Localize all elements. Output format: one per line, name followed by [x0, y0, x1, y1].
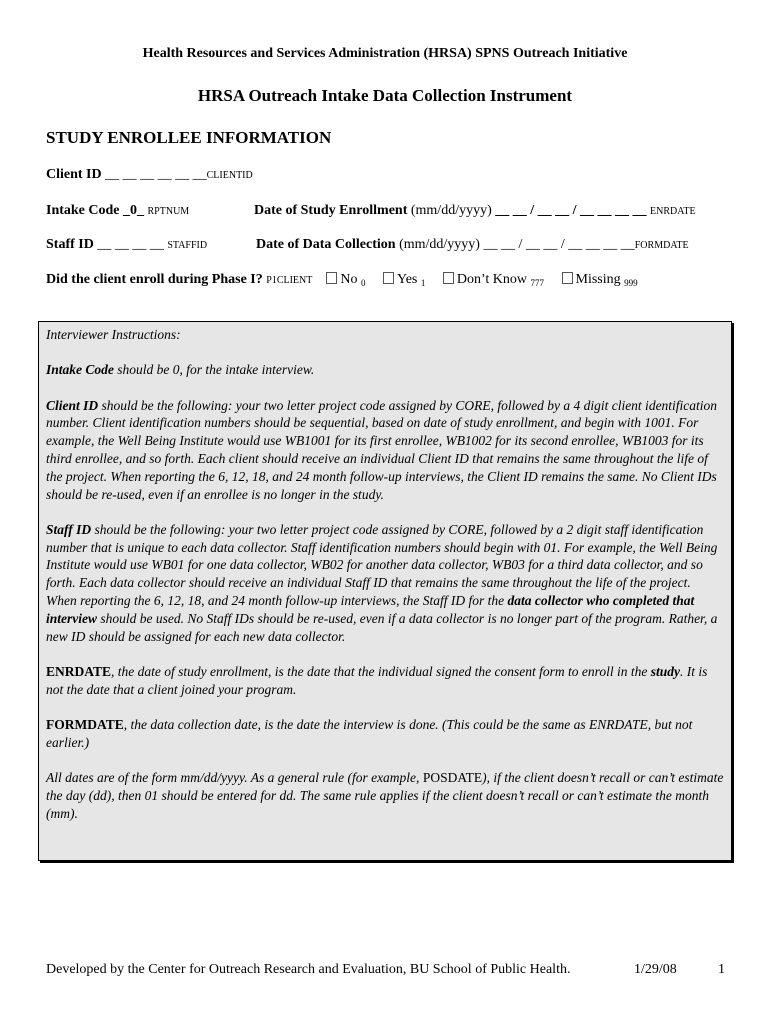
intake-code-value[interactable]: _0_ — [123, 203, 145, 218]
phase-question-row — [46, 272, 638, 288]
checkbox-icon[interactable] — [383, 272, 394, 284]
enroll-date-var: ENRDATE — [650, 206, 696, 217]
instructions-heading: Interviewer Instructions: — [46, 327, 181, 342]
collection-date-field[interactable]: __ __ / __ __ / __ __ __ __ — [483, 237, 635, 252]
client-id-var: CLIENTID — [206, 170, 253, 181]
page-footer — [46, 962, 728, 978]
collection-date-format: (mm/dd/yyyy) — [399, 237, 480, 252]
client-id-row — [46, 167, 253, 183]
checkbox-icon[interactable] — [443, 272, 454, 284]
intake-code-row — [46, 203, 189, 219]
instructions-dates: All dates are of the form mm/dd/yyyy. As a general rule (for example, POSDATE), if the client doesn’t recall or can’t estimate the day (dd), then 01 should be entered for dd. The same rule applies if the client doesn’t recall or can’t estimate the month (mm). — [46, 770, 724, 821]
enroll-date-label: Date of Study Enrollment — [254, 203, 408, 218]
option-yes[interactable]: Yes $_1$ — [383, 272, 425, 287]
document-header: Health Resources and Services Administration (HRSA) SPNS Outreach Initiative — [142, 46, 628, 61]
document-title: HRSA Outreach Intake Data Collection Instrument — [197, 86, 573, 105]
option-dont-know[interactable]: Don’t Know $_{777}$ — [443, 272, 544, 287]
instructions-enrdate: ENRDATE, the date of study enrollment, is the date that the individual signed the consent form to enroll in the study. It is not the date that a client joined your program. — [46, 663, 708, 697]
instructions-staff-id: Staff ID should be the following: your two letter project code assigned by CORE, followed by a 2 digit staff identification number that is unique to each data collector. Staff identification numbers should begin with 01. For example, the Well Being Institute would use WB01 for one data collector, WB02 for another data collector, WB03 for a third data collector, and so forth. Each data collector should receive an individual Staff ID that remains the same throughout the life of the project. When reporting the 6, 12, 18, and 24 month follow-up interviews, the Staff ID for the data collector who completed that interview should be used. No Staff IDs should be re-used, even if a data collector is no longer part of the program. Rather, a new ID should be assigned for each new data collector. — [46, 521, 718, 644]
instructions-intake: Intake Code should be 0, for the intake interview. — [46, 362, 315, 378]
collection-date-label: Date of Data Collection — [256, 237, 396, 252]
instructions-client-id: Client ID should be the following: your two letter project code assigned by CORE, followed by a 4 digit client identification number. Client identification numbers should be sequential, based on date of study enrollment, and begin with 1001. For example, the Well Being Institute would use WB1001 for its first enrollee, WB1002 for its second enrollee, WB1003 for its third enrollee, and so forth. Each client should receive an individual Client ID that remains the same throughout the life of the project. When reporting the 6, 12, 18, and 24 month follow-up interviews, the Client ID remains the same. No Client IDs should be re-used, even if an enrollee is no longer in the study. — [46, 397, 718, 502]
intake-code-var: RPTNUM — [147, 206, 190, 217]
footer-page-number: 1 — [718, 962, 725, 977]
option-missing[interactable]: Missing $_{999}$ — [562, 272, 638, 287]
option-no[interactable]: No $_0$ — [326, 272, 365, 287]
phase-question-label: Did the client enroll during Phase I? — [46, 272, 263, 287]
client-id-field[interactable]: __ __ __ __ __ __ — [105, 167, 207, 182]
enroll-date-field[interactable]: __ __ / __ __ / __ __ __ __ — [495, 203, 647, 218]
staff-id-row — [46, 237, 207, 253]
collection-date-row — [256, 237, 689, 253]
checkbox-icon[interactable] — [326, 272, 337, 284]
client-id-label: Client ID — [46, 167, 102, 182]
collection-date-var: FORMDATE — [634, 240, 689, 251]
staff-id-label: Staff ID — [46, 237, 94, 252]
phase-question-var: P1CLIENT — [266, 275, 313, 286]
footer-date: 1/29/08 — [634, 962, 677, 977]
enroll-date-row — [254, 203, 696, 219]
footer-credit: Developed by the Center for Outreach Research and Evaluation, BU School of Public Health. — [46, 962, 571, 977]
section-heading: STUDY ENROLLEE INFORMATION — [46, 128, 332, 147]
staff-id-field[interactable]: __ __ __ __ — [97, 237, 164, 252]
instructions-formdate: FORMDATE, the data collection date, is the date the interview is done. (This could be the same as ENRDATE, but not earlier.) — [46, 717, 693, 750]
staff-id-var: STAFFID — [167, 240, 208, 251]
intake-code-label: Intake Code — [46, 203, 120, 218]
instructions-box — [38, 321, 732, 861]
checkbox-icon[interactable] — [562, 272, 573, 284]
enroll-date-format: (mm/dd/yyyy) — [410, 203, 492, 218]
